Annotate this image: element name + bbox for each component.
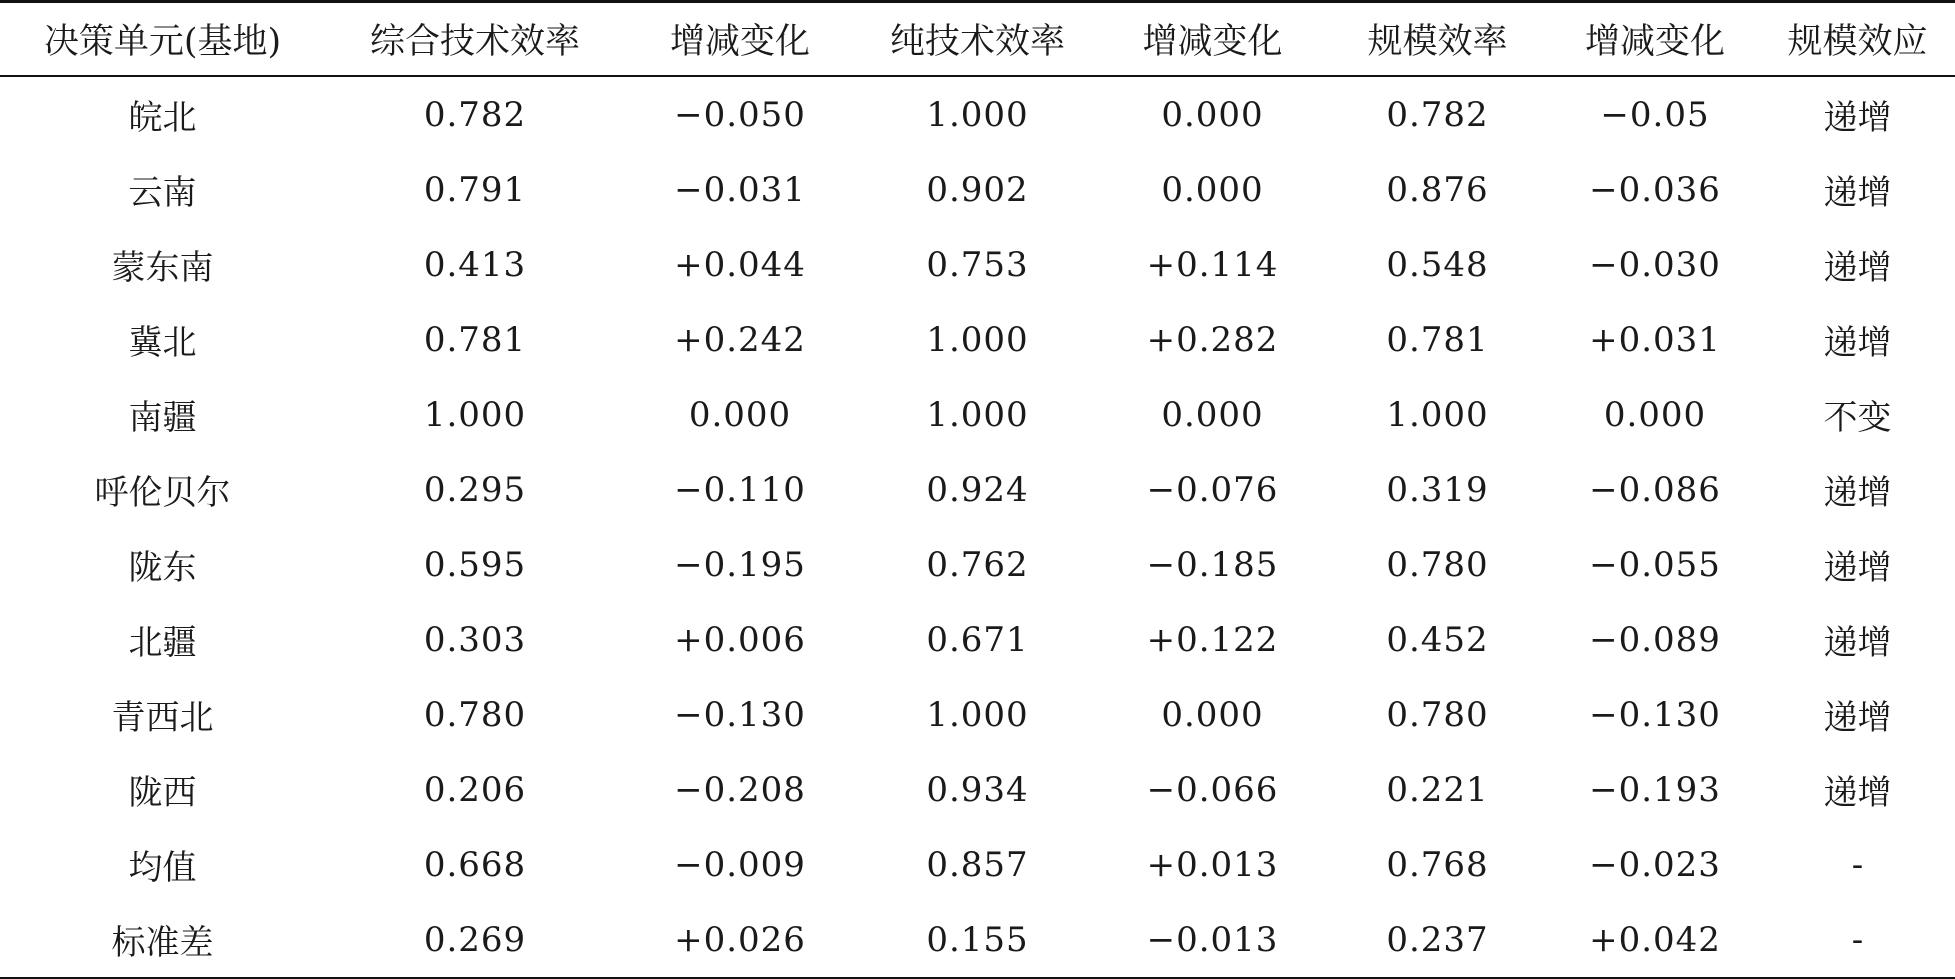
- row-label-cell: 陇西: [128, 773, 197, 813]
- value-cell: −0.031: [674, 169, 806, 210]
- value-cell: 0.782: [1386, 94, 1489, 135]
- value-cell: −0.195: [674, 544, 806, 585]
- value-cell: 0.155: [926, 919, 1029, 960]
- value-cell: 0.753: [926, 244, 1029, 285]
- value-cell: 0.595: [423, 544, 527, 585]
- scale-effect-cell: 递增: [1823, 473, 1892, 513]
- value-cell: 1.000: [1386, 394, 1489, 435]
- row-label-cell: 冀北: [128, 323, 197, 363]
- scale-effect-cell: 递增: [1823, 248, 1892, 288]
- value-cell: 0.000: [1161, 394, 1264, 435]
- column-header: 纯技术效率: [889, 22, 1065, 62]
- value-cell: +0.031: [1589, 319, 1721, 360]
- table-row: [0, 602, 1955, 677]
- value-cell: −0.036: [1589, 169, 1721, 210]
- value-cell: 0.413: [423, 244, 527, 285]
- scale-effect-cell: -: [1851, 844, 1864, 885]
- value-cell: 0.780: [1386, 694, 1489, 735]
- table-row: [0, 452, 1955, 527]
- value-cell: 0.768: [1386, 844, 1489, 885]
- header-row: [0, 2, 1955, 77]
- column-header: 综合技术效率: [369, 22, 580, 62]
- value-cell: +0.006: [674, 619, 806, 660]
- value-cell: −0.193: [1589, 769, 1721, 810]
- value-cell: 1.000: [926, 94, 1029, 135]
- row-label-cell: 标准差: [111, 923, 214, 963]
- value-cell: +0.044: [674, 244, 806, 285]
- column-header: 规模效率: [1367, 22, 1508, 62]
- scale-effect-cell: 递增: [1823, 698, 1892, 738]
- column-header: 增减变化: [669, 22, 810, 62]
- value-cell: 0.924: [926, 469, 1029, 510]
- table-row: [0, 302, 1955, 377]
- scale-effect-cell: -: [1851, 919, 1864, 960]
- table-row: [0, 752, 1955, 827]
- scale-effect-cell: 递增: [1823, 773, 1892, 813]
- value-cell: 1.000: [926, 319, 1029, 360]
- column-header: 规模效应: [1787, 22, 1928, 62]
- value-cell: +0.282: [1146, 319, 1279, 360]
- value-cell: 0.237: [1386, 919, 1489, 960]
- value-cell: 0.857: [926, 844, 1029, 885]
- value-cell: +0.114: [1146, 244, 1279, 285]
- value-cell: 0.319: [1386, 469, 1489, 510]
- value-cell: +0.026: [674, 919, 806, 960]
- value-cell: 0.000: [1161, 694, 1264, 735]
- row-label-cell: 呼伦贝尔: [94, 473, 231, 513]
- scale-effect-cell: 不变: [1823, 398, 1892, 438]
- row-label-cell: 均值: [128, 848, 197, 888]
- value-cell: 1.000: [926, 394, 1029, 435]
- value-cell: 0.781: [423, 319, 527, 360]
- value-cell: −0.185: [1146, 544, 1279, 585]
- value-cell: 0.206: [423, 769, 527, 810]
- scale-effect-cell: 递增: [1823, 173, 1892, 213]
- table-header: [0, 2, 1955, 77]
- value-cell: 0.452: [1386, 619, 1489, 660]
- scale-effect-cell: 递增: [1823, 323, 1892, 363]
- value-cell: −0.208: [674, 769, 806, 810]
- value-cell: 0.934: [926, 769, 1029, 810]
- value-cell: 0.780: [423, 694, 527, 735]
- value-cell: 0.000: [1161, 169, 1264, 210]
- value-cell: −0.050: [674, 94, 806, 135]
- value-cell: −0.130: [674, 694, 806, 735]
- row-label-cell: 云南: [128, 173, 197, 213]
- value-cell: −0.076: [1146, 469, 1279, 510]
- value-cell: +0.042: [1589, 919, 1721, 960]
- value-cell: −0.066: [1146, 769, 1279, 810]
- value-cell: 0.781: [1386, 319, 1489, 360]
- value-cell: 0.782: [423, 94, 527, 135]
- value-cell: +0.122: [1146, 619, 1279, 660]
- table-row: [0, 902, 1955, 978]
- row-label-cell: 皖北: [128, 98, 197, 138]
- value-cell: 0.221: [1386, 769, 1489, 810]
- table-row: [0, 227, 1955, 302]
- value-cell: −0.013: [1146, 919, 1279, 960]
- row-label-cell: 南疆: [128, 398, 197, 438]
- value-cell: 0.000: [1603, 394, 1707, 435]
- table-row: [0, 677, 1955, 752]
- scale-effect-cell: 递增: [1823, 548, 1892, 588]
- value-cell: −0.009: [674, 844, 806, 885]
- table-row: [0, 377, 1955, 452]
- row-label-cell: 陇东: [128, 548, 197, 588]
- value-cell: 0.780: [1386, 544, 1489, 585]
- value-cell: 0.000: [688, 394, 792, 435]
- scale-effect-cell: 递增: [1823, 623, 1892, 663]
- value-cell: 0.295: [423, 469, 527, 510]
- value-cell: −0.130: [1589, 694, 1721, 735]
- value-cell: 0.548: [1386, 244, 1489, 285]
- value-cell: +0.013: [1146, 844, 1279, 885]
- value-cell: 1.000: [926, 694, 1029, 735]
- value-cell: −0.023: [1589, 844, 1721, 885]
- column-header: 增减变化: [1584, 22, 1725, 62]
- value-cell: −0.110: [674, 469, 806, 510]
- table-body: [0, 76, 1955, 978]
- value-cell: 0.671: [926, 619, 1029, 660]
- value-cell: 0.876: [1386, 169, 1489, 210]
- value-cell: 0.902: [926, 169, 1029, 210]
- column-header: 增减变化: [1142, 22, 1283, 62]
- value-cell: 1.000: [423, 394, 527, 435]
- table-row: [0, 152, 1955, 227]
- value-cell: 0.791: [423, 169, 527, 210]
- value-cell: 0.668: [423, 844, 527, 885]
- value-cell: 0.303: [423, 619, 527, 660]
- value-cell: 0.762: [926, 544, 1029, 585]
- value-cell: 0.269: [423, 919, 527, 960]
- row-label-cell: 青西北: [111, 698, 214, 738]
- row-label-cell: 北疆: [128, 623, 197, 663]
- scale-effect-cell: 递增: [1823, 98, 1892, 138]
- value-cell: −0.086: [1589, 469, 1721, 510]
- table-row: [0, 827, 1955, 902]
- value-cell: +0.242: [674, 319, 806, 360]
- value-cell: −0.089: [1589, 619, 1721, 660]
- table-row: [0, 76, 1955, 152]
- value-cell: −0.055: [1589, 544, 1721, 585]
- table-row: [0, 527, 1955, 602]
- value-cell: −0.030: [1589, 244, 1721, 285]
- row-label-cell: 蒙东南: [111, 248, 214, 288]
- column-header: 决策单元(基地): [43, 22, 282, 62]
- value-cell: −0.05: [1600, 94, 1710, 135]
- value-cell: 0.000: [1161, 94, 1264, 135]
